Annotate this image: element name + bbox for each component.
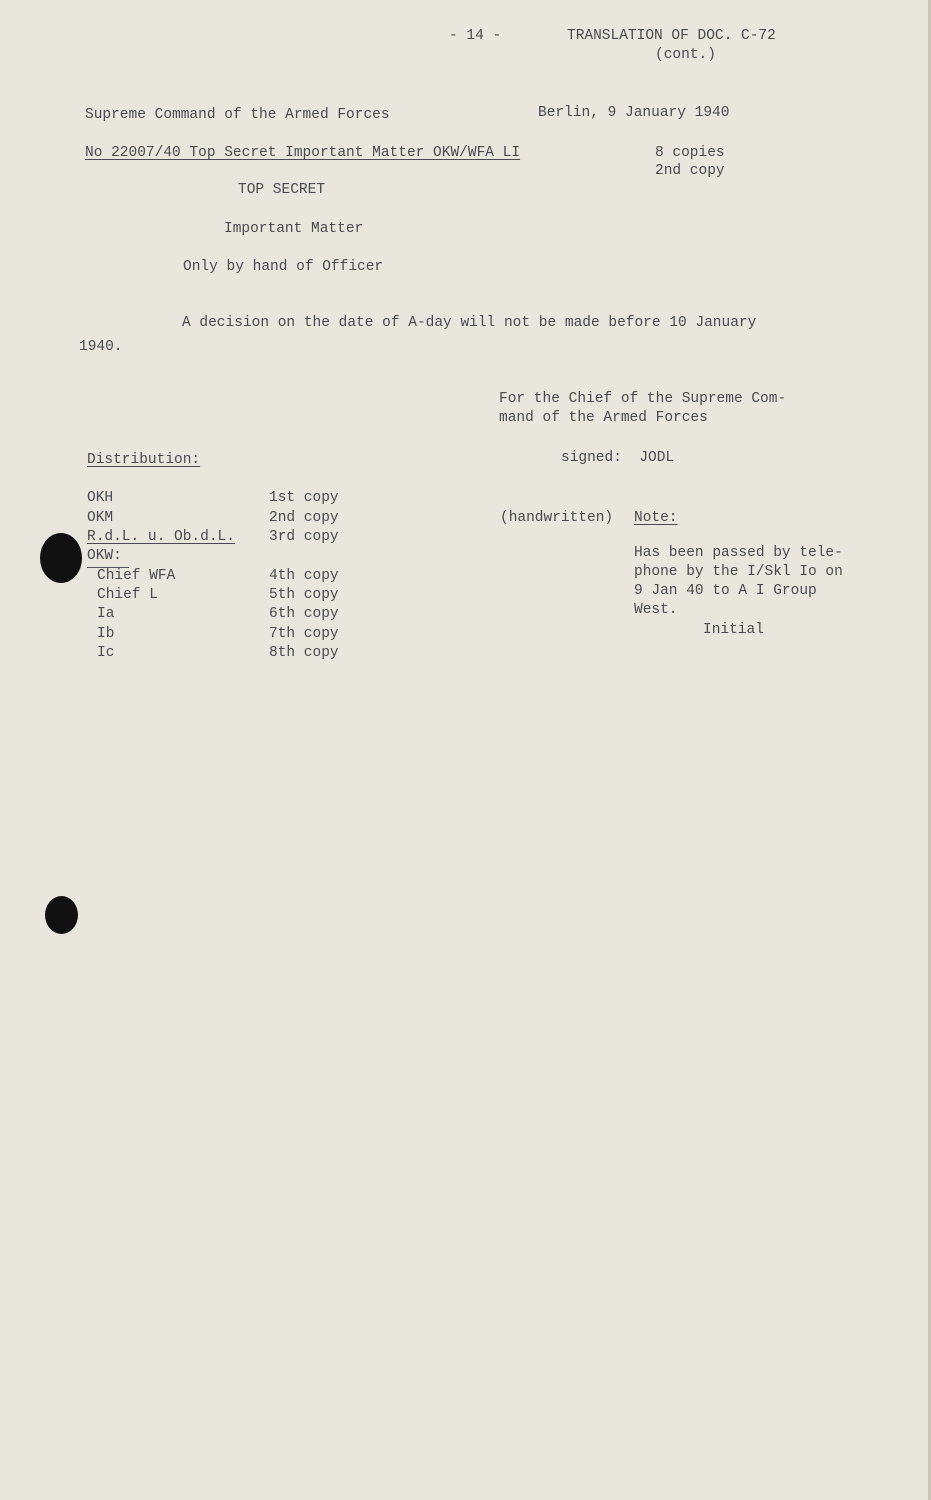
file-number: No 22007/40 Top Secret Important Matter OKW/WFA LI (85, 145, 521, 161)
note-initial: Initial (703, 622, 764, 638)
sender: Supreme Command of the Armed Forces (85, 107, 390, 123)
distribution-copy: 4th copy (269, 568, 339, 584)
distribution-recipient: Chief WFA (97, 568, 176, 584)
note-prefix: (handwritten) (500, 510, 622, 526)
doc-reference: TRANSLATION OF DOC. C-72 (567, 28, 776, 44)
classification-level: TOP SECRET (238, 182, 326, 198)
note-heading: Note: (634, 510, 678, 526)
distribution-recipient: OKW: (87, 548, 122, 564)
distribution-copy: 1st copy (269, 490, 339, 506)
place-date: Berlin, 9 January 1940 (538, 105, 730, 121)
page-number: - 14 - (449, 28, 502, 44)
handling-instruction: Only by hand of Officer (183, 259, 384, 275)
classification-category: Important Matter (224, 221, 364, 237)
distribution-heading: Distribution: (87, 452, 201, 468)
body-text-line1: A decision on the date of A-day will not be made before 10 January (182, 315, 757, 331)
distribution-recipient: Ia (97, 606, 115, 622)
note-line3: 9 Jan 40 to A I Group (634, 583, 817, 599)
note-line1: Has been passed by tele- (634, 545, 843, 561)
distribution-recipient: Ic (97, 645, 115, 661)
distribution-copy: 2nd copy (269, 510, 339, 526)
distribution-copy: 8th copy (269, 645, 339, 661)
punch-hole-bottom (45, 896, 78, 934)
signature-line2: mand of the Armed Forces (499, 410, 708, 426)
signature-line1: For the Chief of the Supreme Com- (499, 391, 787, 407)
distribution-copy: 5th copy (269, 587, 339, 603)
copies-count: 8 copies (655, 145, 725, 161)
note-line2: phone by the I/Skl Io on (634, 564, 843, 580)
punch-hole-top (40, 533, 82, 583)
distribution-copy: 7th copy (269, 626, 339, 642)
distribution-copy: 6th copy (269, 606, 339, 622)
signed-by: signed: JODL (561, 450, 675, 466)
distribution-recipient: Chief L (97, 587, 158, 603)
distribution-recipient: R.d.L. u. Ob.d.L. (87, 529, 235, 545)
note-line4: West. (634, 602, 678, 618)
body-text-line2: 1940. (79, 339, 123, 355)
distribution-recipient: OKM (87, 510, 114, 526)
copy-number: 2nd copy (655, 163, 725, 179)
distribution-recipient: OKH (87, 490, 114, 506)
doc-reference-cont: (cont.) (655, 47, 716, 63)
distribution-copy: 3rd copy (269, 529, 339, 545)
distribution-recipient: Ib (97, 626, 115, 642)
